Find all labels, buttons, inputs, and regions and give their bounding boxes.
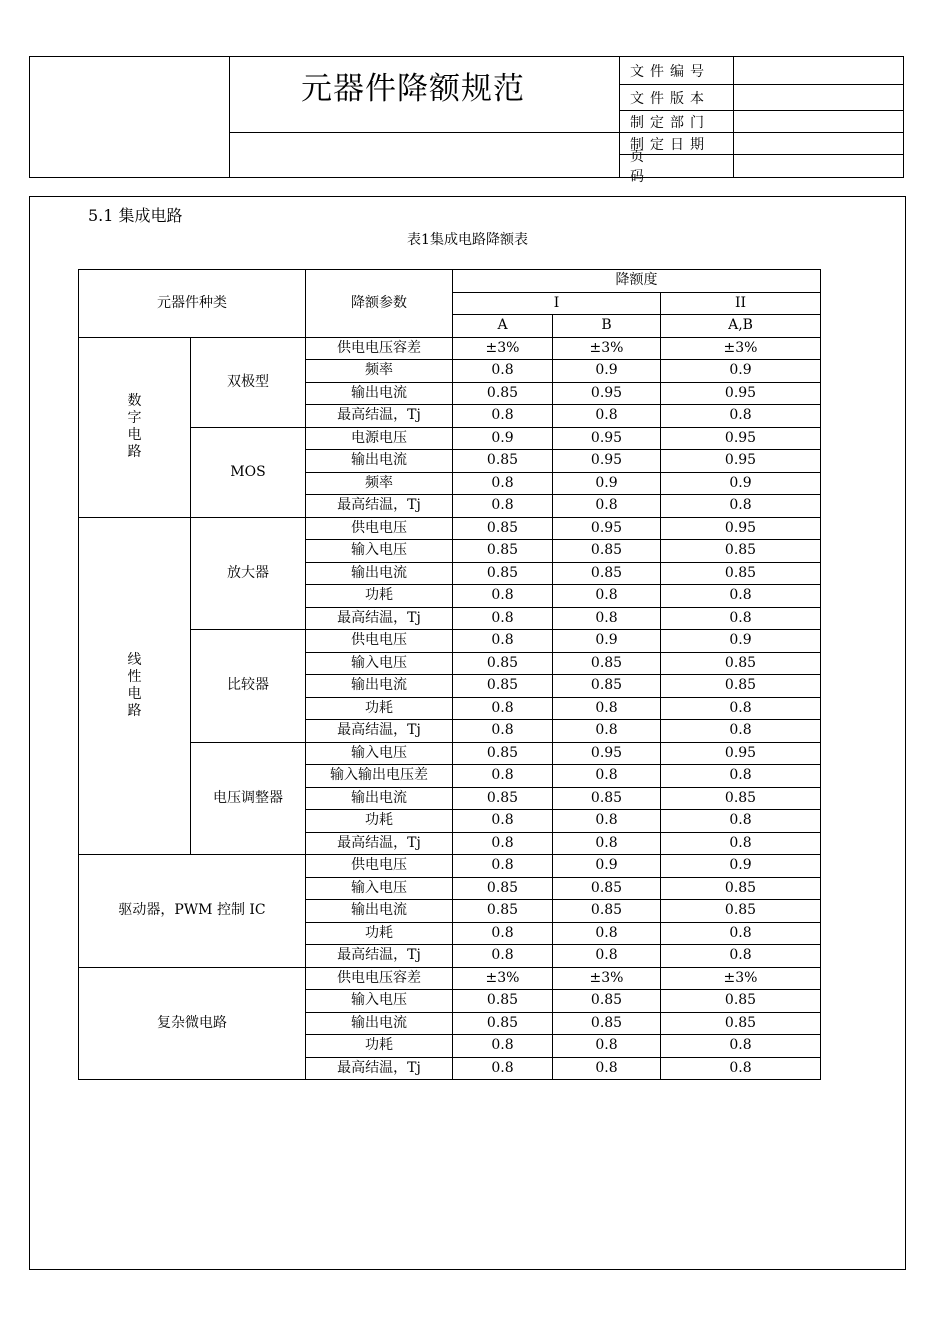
value-cell-A: 0.85	[453, 382, 553, 405]
value-cell-A: 0.8	[453, 922, 553, 945]
document-header	[29, 56, 904, 185]
value-cell-A: 0.8	[453, 585, 553, 608]
value-cell-A: 0.8	[453, 405, 553, 428]
table-row	[79, 967, 821, 990]
value-cell-B: 0.8	[553, 765, 661, 788]
value-cell-B: 0.85	[553, 900, 661, 923]
value-cell-A: 0.8	[453, 855, 553, 878]
document-title: 元器件降额规范	[301, 71, 525, 107]
value-cell-B: 0.8	[553, 945, 661, 968]
param-cell: 最高结温，Tj	[306, 495, 453, 518]
subtype-cell: MOS	[191, 427, 306, 517]
value-cell-A: ±3%	[453, 967, 553, 990]
param-cell: 供电电压容差	[306, 967, 453, 990]
meta-row-doc-number	[620, 57, 904, 85]
value-cell-A: 0.85	[453, 540, 553, 563]
value-cell-A: 0.8	[453, 832, 553, 855]
value-cell-B: 0.85	[553, 652, 661, 675]
param-cell: 最高结温，Tj	[306, 607, 453, 630]
value-cell-B: 0.85	[553, 675, 661, 698]
param-cell: 最高结温，Tj	[306, 720, 453, 743]
value-cell-B: 0.85	[553, 562, 661, 585]
value-cell-AB: ±3%	[661, 967, 821, 990]
param-cell: 功耗	[306, 1035, 453, 1058]
value-cell-B: 0.8	[553, 1057, 661, 1080]
value-cell-AB: ±3%	[661, 337, 821, 360]
value-cell-B: 0.8	[553, 832, 661, 855]
value-cell-A: 0.8	[453, 765, 553, 788]
value-cell-B: 0.9	[553, 472, 661, 495]
meta-value	[734, 85, 904, 110]
value-cell-A: 0.8	[453, 945, 553, 968]
title-cell	[229, 57, 619, 133]
value-cell-A: 0.85	[453, 877, 553, 900]
value-cell-A: 0.85	[453, 990, 553, 1013]
logo-cell	[30, 57, 230, 177]
meta-value	[734, 155, 904, 177]
meta-value	[734, 111, 904, 132]
value-cell-AB: 0.85	[661, 787, 821, 810]
table-caption: 表1集成电路降额表	[407, 232, 528, 248]
meta-label: 文件编号	[620, 57, 734, 84]
value-cell-B: 0.95	[553, 382, 661, 405]
header-type: 元器件种类	[79, 270, 306, 338]
value-cell-AB: 0.8	[661, 1057, 821, 1080]
value-cell-B: 0.8	[553, 697, 661, 720]
param-cell: 电源电压	[306, 427, 453, 450]
value-cell-A: 0.8	[453, 472, 553, 495]
header-col-A: A	[453, 315, 553, 338]
param-cell: 最高结温，Tj	[306, 832, 453, 855]
value-cell-AB: 0.95	[661, 427, 821, 450]
subtype-cell: 电压调整器	[191, 742, 306, 855]
table-row	[79, 517, 821, 540]
param-cell: 输入电压	[306, 652, 453, 675]
meta-label: 制定日期	[620, 133, 734, 154]
param-cell: 最高结温，Tj	[306, 405, 453, 428]
param-cell: 供电电压	[306, 855, 453, 878]
param-cell: 输入电压	[306, 742, 453, 765]
value-cell-B: 0.85	[553, 1012, 661, 1035]
value-cell-AB: 0.8	[661, 607, 821, 630]
param-cell: 频率	[306, 360, 453, 383]
value-cell-B: 0.8	[553, 720, 661, 743]
value-cell-A: 0.85	[453, 652, 553, 675]
meta-row-doc-version	[620, 85, 904, 111]
value-cell-A: 0.85	[453, 1012, 553, 1035]
value-cell-AB: 0.9	[661, 855, 821, 878]
value-cell-B: 0.8	[553, 607, 661, 630]
value-cell-AB: 0.8	[661, 697, 821, 720]
value-cell-B: 0.95	[553, 450, 661, 473]
meta-row-page	[620, 149, 904, 185]
meta-label: 页码	[620, 155, 734, 177]
value-cell-A: 0.85	[453, 562, 553, 585]
value-cell-AB: 0.85	[661, 900, 821, 923]
category-cell: 复杂微电路	[79, 967, 306, 1080]
value-cell-AB: 0.85	[661, 562, 821, 585]
value-cell-A: 0.85	[453, 742, 553, 765]
param-cell: 功耗	[306, 585, 453, 608]
param-cell: 功耗	[306, 922, 453, 945]
param-cell: 频率	[306, 472, 453, 495]
param-cell: 供电电压	[306, 517, 453, 540]
value-cell-AB: 0.8	[661, 832, 821, 855]
derating-table	[78, 269, 821, 1080]
value-cell-AB: 0.85	[661, 540, 821, 563]
value-cell-A: 0.8	[453, 360, 553, 383]
value-cell-A: 0.8	[453, 1057, 553, 1080]
value-cell-A: 0.85	[453, 517, 553, 540]
value-cell-B: 0.95	[553, 517, 661, 540]
value-cell-AB: 0.8	[661, 720, 821, 743]
table-row	[79, 337, 821, 360]
subtype-cell: 比较器	[191, 630, 306, 743]
value-cell-B: 0.8	[553, 810, 661, 833]
value-cell-AB: 0.9	[661, 360, 821, 383]
value-cell-AB: 0.9	[661, 630, 821, 653]
value-cell-AB: 0.85	[661, 1012, 821, 1035]
meta-label: 文件版本	[620, 85, 734, 110]
param-cell: 输入电压	[306, 540, 453, 563]
table-row	[79, 427, 821, 450]
value-cell-AB: 0.9	[661, 472, 821, 495]
value-cell-AB: 0.8	[661, 922, 821, 945]
value-cell-B: 0.85	[553, 990, 661, 1013]
value-cell-AB: 0.85	[661, 675, 821, 698]
param-cell: 输出电流	[306, 787, 453, 810]
value-cell-A: 0.85	[453, 787, 553, 810]
value-cell-AB: 0.85	[661, 652, 821, 675]
value-cell-AB: 0.8	[661, 405, 821, 428]
param-cell: 输出电流	[306, 900, 453, 923]
value-cell-A: 0.8	[453, 1035, 553, 1058]
header-level-I: I	[453, 292, 661, 315]
content-frame	[29, 196, 906, 1270]
header-param: 降额参数	[306, 270, 453, 338]
meta-value	[734, 133, 904, 154]
param-cell: 最高结温，Tj	[306, 1057, 453, 1080]
category-cell: 驱动器，PWM 控制 IC	[79, 855, 306, 968]
value-cell-A: 0.85	[453, 675, 553, 698]
category-cell	[79, 337, 191, 517]
table-row	[79, 742, 821, 765]
meta-value	[734, 57, 904, 84]
section-heading: 5.1 集成电路	[88, 206, 183, 225]
value-cell-B: 0.8	[553, 1035, 661, 1058]
value-cell-A: 0.8	[453, 697, 553, 720]
meta-label: 制定部门	[620, 111, 734, 132]
value-cell-A: 0.8	[453, 495, 553, 518]
document-meta	[619, 57, 904, 185]
meta-row-department	[620, 111, 904, 133]
subtype-cell: 放大器	[191, 517, 306, 630]
value-cell-A: 0.8	[453, 810, 553, 833]
value-cell-B: 0.85	[553, 877, 661, 900]
blank-cell	[229, 133, 619, 177]
value-cell-B: 0.95	[553, 742, 661, 765]
param-cell: 输出电流	[306, 450, 453, 473]
param-cell: 供电电压容差	[306, 337, 453, 360]
value-cell-AB: 0.8	[661, 585, 821, 608]
param-cell: 输出电流	[306, 675, 453, 698]
param-cell: 功耗	[306, 697, 453, 720]
value-cell-B: 0.8	[553, 922, 661, 945]
subtype-cell: 双极型	[191, 337, 306, 427]
value-cell-A: 0.9	[453, 427, 553, 450]
value-cell-B: 0.95	[553, 427, 661, 450]
value-cell-AB: 0.95	[661, 517, 821, 540]
table-header-row	[79, 270, 821, 293]
value-cell-B: 0.9	[553, 360, 661, 383]
category-label: 数字电路	[127, 393, 142, 460]
value-cell-B: 0.8	[553, 405, 661, 428]
value-cell-B: 0.85	[553, 540, 661, 563]
value-cell-B: 0.8	[553, 495, 661, 518]
value-cell-A: 0.8	[453, 630, 553, 653]
value-cell-AB: 0.8	[661, 765, 821, 788]
value-cell-AB: 0.8	[661, 810, 821, 833]
param-cell: 输入电压	[306, 877, 453, 900]
param-cell: 功耗	[306, 810, 453, 833]
value-cell-AB: 0.8	[661, 495, 821, 518]
value-cell-B: 0.85	[553, 787, 661, 810]
value-cell-AB: 0.95	[661, 450, 821, 473]
value-cell-B: 0.8	[553, 585, 661, 608]
header-col-AB: A,B	[661, 315, 821, 338]
table-row	[79, 630, 821, 653]
value-cell-AB: 0.8	[661, 945, 821, 968]
value-cell-A: 0.8	[453, 607, 553, 630]
value-cell-B: ±3%	[553, 337, 661, 360]
derating-table-body	[79, 270, 821, 1080]
value-cell-A: 0.8	[453, 720, 553, 743]
value-cell-AB: 0.8	[661, 1035, 821, 1058]
param-cell: 输出电流	[306, 1012, 453, 1035]
param-cell: 供电电压	[306, 630, 453, 653]
value-cell-AB: 0.85	[661, 877, 821, 900]
table-row	[79, 855, 821, 878]
category-cell	[79, 517, 191, 855]
param-cell: 输入输出电压差	[306, 765, 453, 788]
value-cell-A: 0.85	[453, 900, 553, 923]
value-cell-AB: 0.95	[661, 382, 821, 405]
category-label: 线性电路	[127, 651, 142, 719]
value-cell-AB: 0.85	[661, 990, 821, 1013]
param-cell: 输入电压	[306, 990, 453, 1013]
value-cell-B: 0.9	[553, 630, 661, 653]
header-degree: 降额度	[453, 270, 821, 293]
param-cell: 输出电流	[306, 562, 453, 585]
value-cell-B: 0.9	[553, 855, 661, 878]
header-level-II: II	[661, 292, 821, 315]
header-col-B: B	[553, 315, 661, 338]
param-cell: 最高结温，Tj	[306, 945, 453, 968]
value-cell-A: ±3%	[453, 337, 553, 360]
value-cell-A: 0.85	[453, 450, 553, 473]
param-cell: 输出电流	[306, 382, 453, 405]
value-cell-B: ±3%	[553, 967, 661, 990]
value-cell-AB: 0.95	[661, 742, 821, 765]
